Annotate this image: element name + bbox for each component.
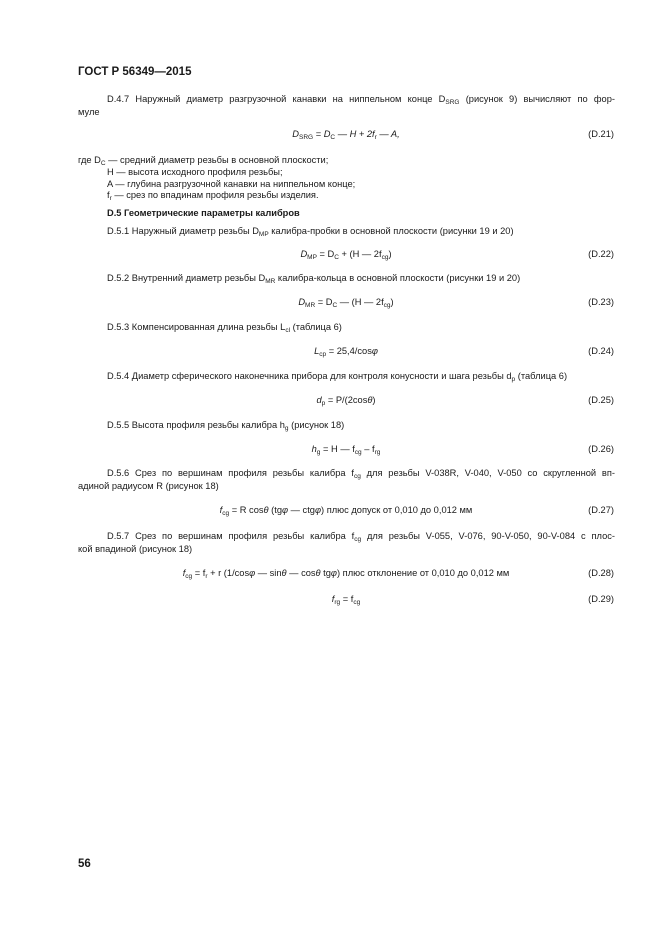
subscript: rg [374, 449, 381, 456]
var: f [331, 594, 335, 604]
text: = H — f [320, 444, 355, 454]
subscript: cg [354, 536, 362, 543]
text: D.5.3 Компенсированная длина резьбы L [107, 322, 286, 332]
equation-number-d21: (D.21) [588, 129, 614, 139]
var: φ [330, 568, 338, 578]
var: f [182, 568, 186, 578]
subscript: cg [354, 449, 362, 456]
subscript: MP [307, 254, 317, 261]
equation-d26 [312, 443, 381, 455]
subscript: MP [258, 231, 269, 238]
where-line-4 [107, 189, 319, 201]
where-line-3: A — глубина разгрузочной канавки на ниппельном конце; [107, 179, 356, 189]
var: D [292, 129, 299, 139]
subscript: p [321, 400, 326, 407]
text: для резьбы V-038R, V-040, V-050 со скругленной вп- [360, 468, 615, 478]
subscript: r [109, 195, 112, 202]
subscript: MR [305, 302, 316, 309]
paragraph-d51 [107, 225, 514, 237]
equation-number-d22: (D.22) [588, 249, 614, 259]
subscript: MR [265, 278, 276, 285]
text: (рисунок 9) вычисляют по фор- [459, 94, 615, 104]
equation-d24 [314, 345, 378, 357]
text: калибра-пробки в основной плоскости (рисунки 19 и 20) [268, 226, 514, 236]
paragraph-d47-line2: муле [78, 107, 100, 117]
paragraph-d57-line2: кой впадиной (рисунок 18) [78, 544, 193, 554]
text: f [107, 190, 110, 200]
text: — (H — 2f [337, 297, 384, 307]
var: d [316, 395, 322, 405]
text: D.5.5 Высота профиля резьбы калибра h [107, 420, 285, 430]
paragraph-d47-line1 [107, 93, 615, 105]
equation-number-d24: (D.24) [588, 346, 614, 356]
equation-number-d28: (D.28) [588, 568, 614, 578]
var: φ [314, 505, 322, 515]
var: — H + 2f [335, 129, 375, 139]
text: = f [192, 568, 206, 578]
page-number: 56 [78, 858, 91, 870]
text: (рисунок 18) [288, 420, 345, 430]
equation-number-d27: (D.27) [588, 505, 614, 515]
text: = D [316, 249, 335, 259]
paragraph-d54 [107, 370, 567, 382]
paragraph-d52 [107, 272, 520, 284]
var: θ [315, 568, 321, 578]
paragraph-d56-line1 [107, 467, 615, 479]
text: — sin [255, 568, 282, 578]
paragraph-d56-line2: адиной радиусом R (рисунок 18) [78, 481, 219, 491]
var: D [300, 249, 308, 259]
var: = D [313, 129, 331, 139]
text: ) [390, 297, 394, 307]
var: D [298, 297, 306, 307]
equation-d27 [220, 504, 473, 516]
text: D.5.1 Наружный диаметр резьбы D [107, 226, 259, 236]
subscript: cl [285, 327, 291, 334]
var: h [311, 444, 317, 454]
text: (таблица 6) [290, 322, 342, 332]
where-line-2: H — высота исходного профиля резьбы; [107, 167, 283, 177]
text: калибра-кольца в основной плоскости (рисунки 19 и 20) [275, 273, 521, 283]
var: φ [249, 568, 256, 578]
text: ) плюс допуск от 0,010 до 0,012 мм [321, 505, 473, 515]
equation-number-d26: (D.26) [588, 444, 614, 454]
var: φ [371, 346, 378, 356]
var: L [314, 346, 320, 356]
subscript: cg [383, 302, 391, 309]
var: θ [263, 505, 269, 515]
var: — A, [376, 129, 400, 139]
equation-d28 [183, 567, 510, 579]
subscript: cg [381, 254, 389, 261]
subscript: cg [353, 473, 361, 480]
subscript: cg [185, 573, 193, 580]
text: где D [78, 155, 101, 165]
subscript: C [100, 160, 106, 167]
text: — средний диаметр резьбы в основной плоскости; [105, 155, 329, 165]
equation-d21 [292, 128, 399, 140]
text: D.5.4 Диаметр сферического наконечника прибора для контроля конусности и шага резьбы d [107, 371, 512, 381]
var: θ [367, 395, 373, 405]
subscript: C [334, 254, 339, 261]
equation-number-d23: (D.23) [588, 297, 614, 307]
text: tg [320, 568, 331, 578]
text: = f [340, 594, 354, 604]
text: + (H — 2f [338, 249, 382, 259]
text: D.5.2 Внутренний диаметр резьбы D [107, 273, 266, 283]
equation-d23 [298, 296, 393, 308]
var: φ [282, 505, 289, 515]
subscript: C [332, 302, 338, 309]
text: = R cos [229, 505, 264, 515]
text: = P/(2cos [325, 395, 368, 405]
equation-number-d29: (D.29) [588, 594, 614, 604]
subscript: cp [319, 351, 327, 358]
text: D.5.7 Срез по вершинам профиля резьбы калибра f [107, 531, 355, 541]
section-heading-d5: D.5 Геометрические параметры калибров [107, 208, 300, 218]
text: = D [315, 297, 333, 307]
document-header: ГОСТ Р 56349—2015 [78, 66, 192, 78]
paragraph-d55 [107, 419, 344, 431]
text: ) [372, 395, 376, 405]
text: для резьбы V-055, V-076, 90-V-050, 90-V-084 с плос- [361, 531, 615, 541]
text: — срез по впадинам профиля резьбы изделия. [111, 190, 319, 200]
text: = 25,4/cos [326, 346, 372, 356]
var: θ [281, 568, 287, 578]
text: D.5.6 Срез по вершинам профиля резьбы калибра f [107, 468, 354, 478]
text: (tg [268, 505, 283, 515]
equation-d25 [316, 394, 375, 406]
paragraph-d53 [107, 321, 342, 333]
equation-number-d25: (D.25) [588, 395, 614, 405]
equation-d22 [300, 248, 391, 260]
text: – f [361, 444, 375, 454]
subscript: rg [334, 599, 341, 606]
subscript: p [511, 376, 516, 383]
subscript: SRG [445, 99, 460, 106]
subscript: cg [353, 599, 361, 606]
var: f [219, 505, 223, 515]
subscript: SRG [299, 134, 314, 141]
equation-d29 [332, 593, 360, 605]
subscript: cg [222, 510, 230, 517]
paragraph-d57-line1 [107, 530, 615, 542]
text: ) плюс отклонение от 0,010 до 0,012 мм [337, 568, 510, 578]
text: (таблица 6) [515, 371, 568, 381]
text: D.4.7 Наружный диаметр разгрузочной канавки на ниппельном конце D [107, 94, 446, 104]
text: + r (1/cos [207, 568, 250, 578]
text: — ctg [288, 505, 315, 515]
subscript: g [284, 425, 289, 432]
text: — cos [286, 568, 316, 578]
text: ) [388, 249, 392, 259]
subscript: C [330, 134, 336, 141]
subscript: r [374, 134, 377, 141]
subscript: r [205, 573, 208, 580]
where-line-1 [78, 154, 328, 166]
subscript: g [316, 449, 321, 456]
